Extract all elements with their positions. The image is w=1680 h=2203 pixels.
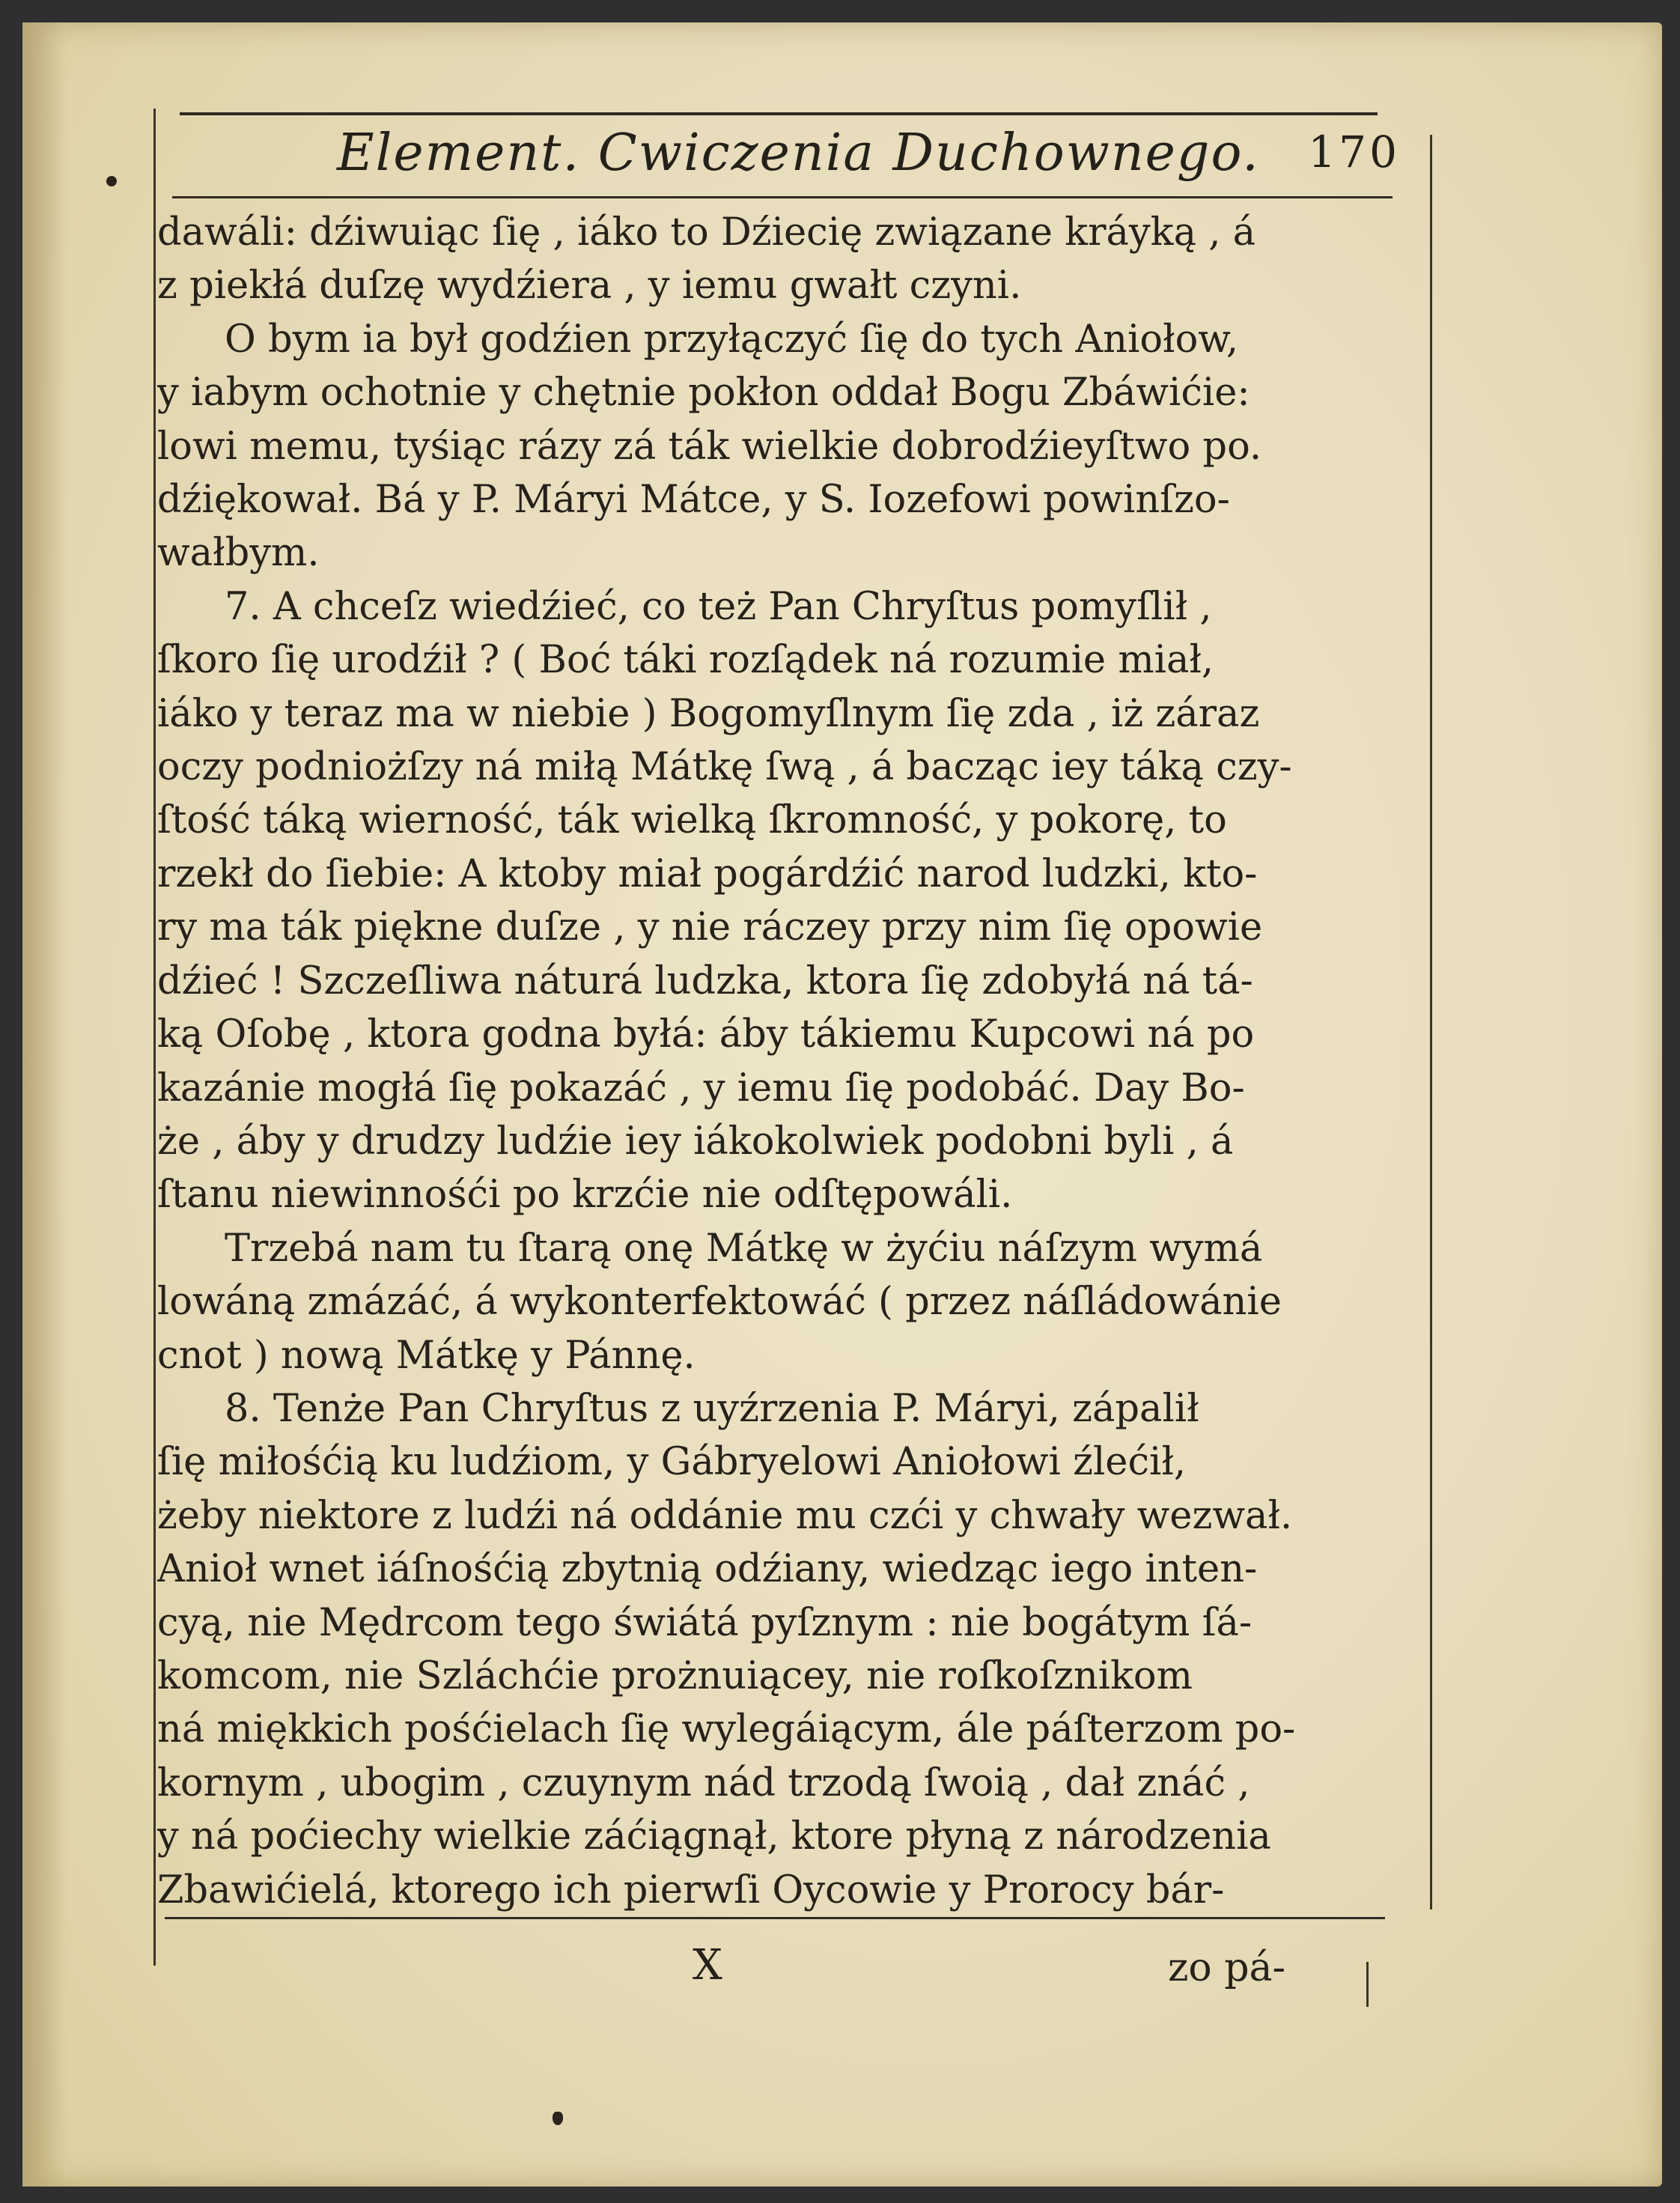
header-rule [172, 196, 1393, 198]
text-line: Trzebá nam tu ſtarą onę Mátkę w żyćiu náſzym wymá [225, 1226, 1263, 1271]
ink-blot [553, 2112, 563, 2125]
running-header [337, 124, 1400, 191]
page-gutter-shadow [22, 22, 67, 2187]
text-line: y ná poćiechy wielkie záćiągnął, ktore płyną z národzenia [157, 1814, 1271, 1859]
text-line: ſię miłośćią ku ludźiom, y Gábryelowi Aniołowi źlećił, [157, 1440, 1187, 1485]
text-line: oczy podniożſzy ná miłą Mátkę ſwą , á bacząc iey táką czy- [157, 745, 1292, 790]
text-line: rzekł do ſiebie: A ktoby miał pogárdźić narod ludzki, kto- [157, 851, 1258, 896]
text-line: cnot ) nową Mátkę y Pánnę. [157, 1333, 696, 1378]
text-line: komcom, nie Szláchćie prożnuiącey, nie roſkoſznikom [157, 1653, 1193, 1698]
running-title: Element. Cwiczenia Duchownego. [337, 124, 1260, 183]
text-line: Anioł wnet iáſnośćią zbytnią odźiany, wiedząc iego inten- [157, 1547, 1258, 1592]
book-page [22, 22, 1662, 2187]
text-line: 8. Tenże Pan Chryſtus z uyźrzenia P. Máryi, zápalił [225, 1386, 1199, 1431]
text-line: ſtość táką wierność, ták wielką ſkromność, y pokorę, to [157, 798, 1227, 843]
text-line: żeby niektore z ludźi ná oddánie mu czći y chwały wezwał. [157, 1493, 1293, 1538]
frame-tick [1366, 1962, 1369, 2007]
top-rule [180, 112, 1378, 115]
text-line: dźiękował. Bá y P. Máryi Mátce, y S. Iozefowi powinſzo- [157, 478, 1230, 523]
text-line: ſtanu niewinnośći po krzćie nie odſtępowáli. [157, 1173, 1013, 1218]
catchword: zo pá- [1168, 1945, 1286, 1990]
text-line: lowáną zmázáć, á wykonterfektowáć ( przez náſládowánie [157, 1280, 1282, 1325]
text-line: wałbym. [157, 531, 320, 576]
text-line: cyą, nie Mędrcom tego świátá pyſznym : nie bogátym ſá- [157, 1600, 1253, 1645]
text-line: O bym ia był godźien przyłączyć ſię do tych Aniołow, [225, 317, 1239, 362]
bottom-rule [165, 1917, 1385, 1919]
text-line: ſkoro ſię urodźił ? ( Boć táki rozſądek ná rozumie miał, [157, 638, 1214, 683]
text-line: z piekłá duſzę wydźiera , y iemu gwałt czyni. [157, 264, 1022, 309]
text-line: lowi memu, tyśiąc rázy zá ták wielkie dobrodźieyſtwo po. [157, 424, 1262, 469]
text-line: kornym , ubogim , czuynym nád trzodą ſwoią , dał znáć , [157, 1760, 1250, 1805]
signature-mark: X [693, 1941, 722, 1990]
text-line: ná miękkich pośćielach ſię wylegáiącym, ále páſterzom po- [157, 1707, 1296, 1752]
body-text [157, 206, 1400, 1917]
text-line: iáko y teraz ma w niebie ) Bogomyſlnym ſię zda , iż záraz [157, 691, 1260, 736]
text-line: Zbawićielá, ktorego ich pierwſi Oycowie y Prorocy bár- [157, 1868, 1225, 1912]
text-line: y iabym ochotnie y chętnie pokłon oddał Bogu Zbáwićie: [157, 371, 1250, 416]
text-line: że , áby y drudzy ludźie iey iákokolwiek podobni byli , á [157, 1119, 1234, 1164]
left-frame-rule [153, 109, 156, 1966]
text-line: 7. A chceſz wiedźieć, co też Pan Chryſtus pomyſlił , [225, 584, 1212, 629]
text-line: kazánie mogłá ſię pokazáć , y iemu ſię podobáć. Day Bo- [157, 1066, 1245, 1110]
text-line: dźieć ! Szczeſliwa náturá ludzka, ktora ſię zdobyłá ná tá- [157, 958, 1253, 1003]
text-line: ką Oſobę , ktora godna byłá: áby tákiemu Kupcowi ná po [157, 1012, 1255, 1057]
text-line: dawáli: dźiwuiąc ſię , iáko to Dźiecię związane kráyką , á [157, 210, 1256, 255]
margin-ink-dot [106, 176, 117, 186]
page-number: 170 [1308, 127, 1400, 177]
right-frame-rule [1430, 135, 1432, 1909]
text-line: ry ma ták piękne duſze , y nie ráczey przy nim ſię opowie [157, 905, 1263, 950]
